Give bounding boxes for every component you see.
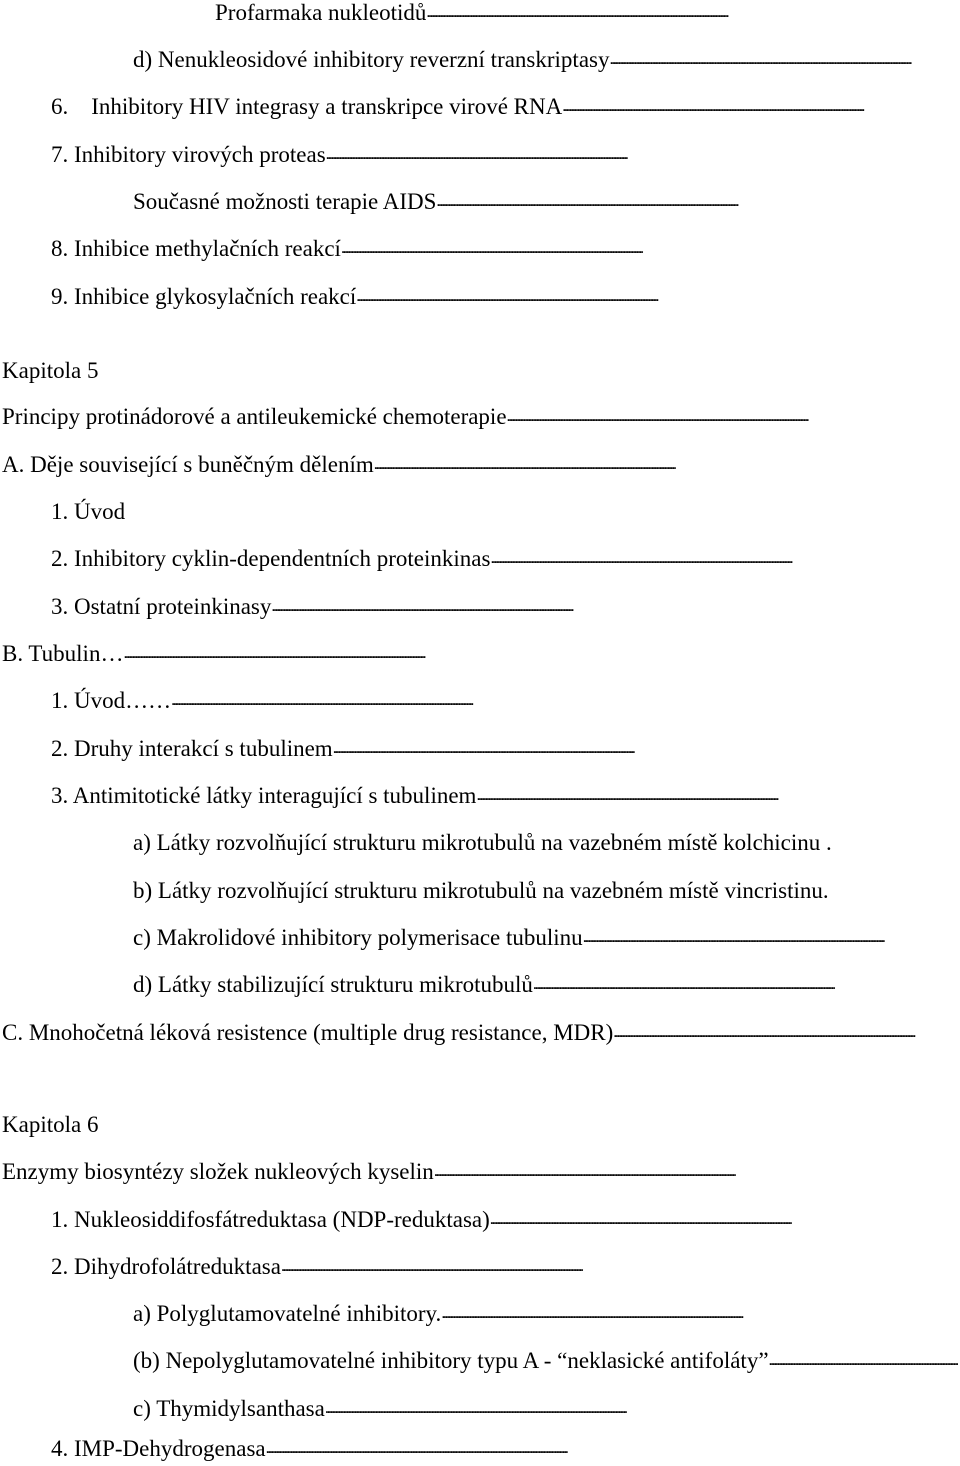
toc-entry-text: Profarmaka nukleotidů [215,0,427,25]
toc-entry [51,1201,958,1235]
toc-entry-text: 6. Inhibitory HIV integrasy a transkripce virové RNA [51,94,563,119]
toc-entry [133,41,958,75]
toc-entry [133,1342,958,1376]
dot-leader [507,399,958,432]
toc-entry [215,0,958,28]
chapter-title-entry [2,398,958,432]
dot-leader [356,279,958,312]
toc-entry-text: C. Mnohočetná léková resistence (multiple drug resistance, MDR) [2,1020,614,1045]
toc-entry-text: Principy protinádorové a antileukemické chemoterapie [2,404,507,429]
toc-entry-text: B. Tubulin… [2,641,124,666]
toc-entry-text: (b) Nepolyglutamovatelné inhibitory typu A - “neklasické antifoláty” [133,1348,769,1373]
toc-entry [2,446,958,480]
toc-entry [51,493,958,527]
toc-entry [51,1248,958,1282]
dot-leader [613,1015,958,1048]
dot-leader [434,1154,958,1187]
toc-entry [51,588,958,622]
toc-entry-text: d) Nenukleosidové inhibitory reverzní transkriptasy [133,47,610,72]
dot-leader [333,731,958,764]
dot-leader [271,589,958,622]
toc-entry-text: 3. Antimitotické látky interagující s tubulinem [51,783,477,808]
toc-entry-text: 2. Dihydrofolátreduktasa [51,1254,281,1279]
dot-leader [436,184,958,217]
toc-entry [51,278,958,312]
toc-entry [51,730,958,764]
dot-leader [374,447,958,480]
dot-leader [562,89,958,122]
toc-entry-text: 8. Inhibice methylačních reakcí [51,236,341,261]
toc-entry-text: 4. IMP-Dehydrogenasa [51,1436,266,1461]
chapter-title-entry [2,1153,958,1187]
toc-entry [133,183,958,217]
dot-leader [583,920,958,953]
dot-leader [533,967,958,1000]
toc-entry [2,635,958,669]
toc-entry-text: 9. Inhibice glykosylačních reakcí [51,284,357,309]
toc-entry-text: b) Látky rozvolňující strukturu mikrotubulů na vazebném místě vincristinu. [133,878,829,903]
toc-entry [51,540,958,574]
toc-entry-text: 2. Druhy interakcí s tubulinem [51,736,333,761]
dot-leader [769,1343,958,1376]
toc-entry [51,777,958,811]
toc-entry-text: a) Polyglutamovatelné inhibitory. [133,1301,442,1326]
chapter-heading-text: Kapitola 5 [2,358,99,383]
toc-entry-text: Enzymy biosyntézy složek nukleových kyselin [2,1159,434,1184]
toc-entry [2,1014,958,1048]
toc-entry [51,88,958,122]
dot-leader [281,1249,958,1282]
toc-entry [133,966,958,1000]
toc-entry [51,1430,958,1464]
toc-entry [51,682,958,716]
dot-leader [171,683,958,716]
toc-entry-text: 3. Ostatní proteinkinasy [51,594,272,619]
dot-leader [441,1296,958,1329]
dot-leader [610,42,959,75]
toc-entry-text: A. Děje související s buněčným dělením [2,452,374,477]
toc-entry-text: c) Thymidylsanthasa [133,1396,325,1421]
toc-entry-text: Současné možnosti terapie AIDS [133,189,437,214]
dot-leader [266,1431,958,1464]
dot-leader [326,137,958,170]
toc-entry-text: c) Makrolidové inhibitory polymerisace tubulinu [133,925,583,950]
toc-entry [133,919,958,953]
dot-leader [426,0,958,28]
toc-entry [133,824,958,858]
toc-entry-text: 1. Nukleosiddifosfátreduktasa (NDP-reduktasa) [51,1207,490,1232]
chapter-heading-text: Kapitola 6 [2,1112,99,1137]
chapter-heading [2,352,958,386]
toc-entry [51,230,958,264]
toc-entry-text: 1. Úvod [51,499,126,524]
toc-entry-text: d) Látky stabilizující strukturu mikrotubulů [133,972,533,997]
dot-leader [325,1391,958,1424]
dot-leader [341,231,958,264]
dot-leader [490,1202,958,1235]
toc-entry-text: a) Látky rozvolňující strukturu mikrotubulů na vazebném místě kolchicinu . [133,830,832,855]
toc-entry-text: 7. Inhibitory virových proteas [51,142,326,167]
dot-leader [476,778,958,811]
chapter-heading [2,1106,958,1140]
toc-entry-text: 2. Inhibitory cyklin-dependentních proteinkinas [51,546,491,571]
toc-entry [133,872,958,906]
toc-entry [133,1295,958,1329]
toc-entry [51,136,958,170]
dot-leader [123,636,958,669]
dot-leader [490,541,958,574]
toc-entry [133,1390,958,1424]
toc-entry-text: 1. Úvod…… [51,688,172,713]
